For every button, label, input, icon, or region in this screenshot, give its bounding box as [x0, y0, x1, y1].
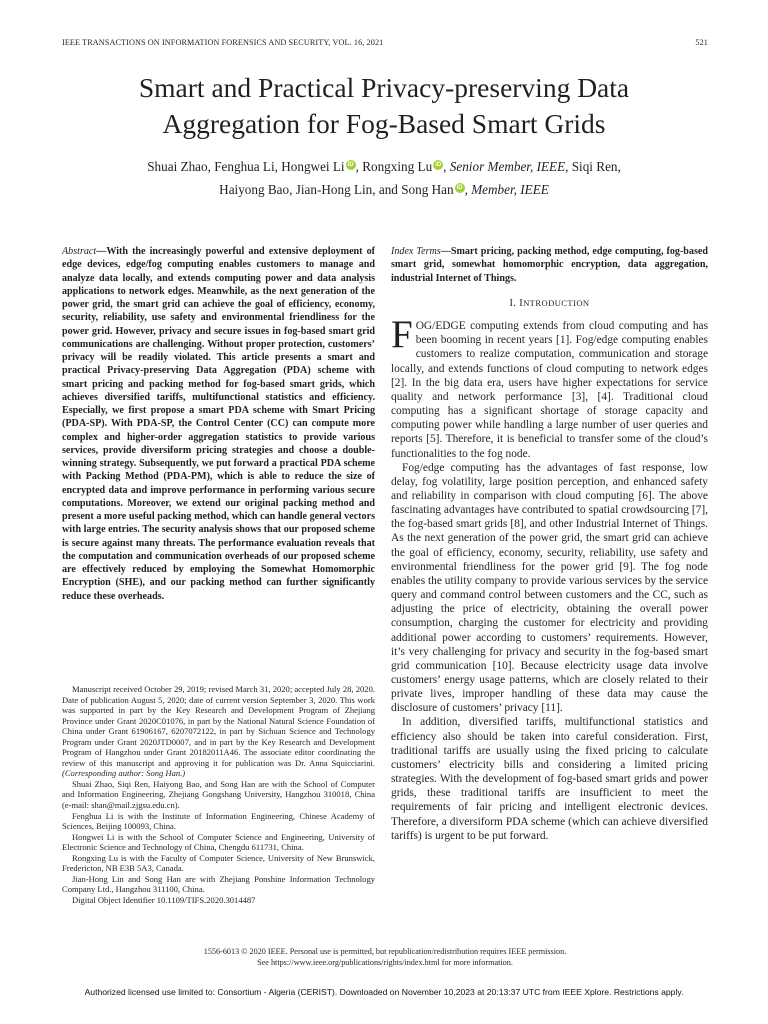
title-line-2: Aggregation for Fog-Based Smart Grids	[162, 108, 606, 139]
section-numeral: I.	[509, 297, 520, 309]
abstract-label: Abstract	[62, 246, 97, 257]
author-list	[60, 155, 708, 201]
introduction-body	[391, 313, 708, 843]
index-terms-label: Index Terms	[391, 246, 441, 257]
left-column	[62, 245, 375, 603]
abstract	[62, 245, 375, 603]
corresponding-author: (Corresponding author: Song Han.)	[62, 768, 186, 779]
orcid-icon[interactable]: iD	[435, 162, 442, 168]
intro-paragraph-text: OG/EDGE computing extends from cloud computing and has been booming in recent years [1]. Fog/edge computing enables customers to realize computation, communication and storage locally, and extends functions of cloud computing to network edges [2]. In the big data era, users have higher expectations for service quality and network performance [3], [4]. Traditional cloud computing has a significant shortage of storage capacity and computing power while handling a large number of user queries and reports [5]. Therefore, it is beneficial to transfer some of the cloud’s functionalities to the fog node.	[391, 320, 708, 460]
page-number: 521	[695, 38, 708, 47]
drop-cap: F	[391, 313, 413, 357]
author-line-2	[60, 178, 708, 201]
author-names-b: , Rongxing Lu	[355, 159, 433, 174]
orcid-icon[interactable]: iD	[347, 162, 354, 168]
index-terms	[391, 245, 708, 285]
author-membership: Senior Member, IEEE	[449, 159, 566, 174]
section-heading-initial: I	[519, 297, 524, 309]
author-names-c: , Siqi Ren,	[565, 159, 621, 174]
abstract-text: —With the increasingly powerful and extensive deployment of edge devices, edge/fog computing enables customers to manage and analyze data locally, and extends computing power and data analysis applications to network edges. Meanwhile, as the next generation of the power grid, the smart grid can achieve the goal of efficiency, economy, security, reliability, use safety and environmental friendliness for the power grid. However, privacy and secure issues in fog-based smart grid communications are challenging. Without proper protection, customers’ privacy will be readily violated. This article presents a smart and practical Privacy-preserving Data Aggregation (PDA) scheme with smart pricing and packing method for fog-based smart grids, which achieves diversified tariffs, multifunctional statistics and efficiency. Especially, we first propose a smart PDA scheme with Smart Pricing (PDA-SP). With PDA-SP, the Control Center (CC) can compute more complex and higher-order aggregation statistics to provide various services, provide diversiform pricing strategies and choose a double-winning strategy. Subsequently, we put forward a practical PDA scheme with Packing Method (PDA-PM), which is able to reduce the size of encrypted data and improve performance in performing various secure computations. Moreover, we extend our original packing method and present a more useful packing method, which can handle general vectors with large entries. The security analysis shows that our proposed scheme is secure against many threats. The performance evaluation reveals that the computation and communication overheads of our proposed scheme are effectively reduced by employing the Somewhat Homomorphic Encryption (SHE), and our packing method can further significantly reduce these overheads.	[62, 246, 375, 602]
author-sep: ,	[443, 159, 450, 174]
copyright-line-2: See https://www.ieee.org/publications/rights/index.html for more information.	[257, 958, 513, 967]
author-sep: ,	[464, 182, 472, 197]
footnote-affiliation: Rongxing Lu is with the Faculty of Computer Science, University of New Brunswick, Fredericton, NB E3B 5A3, Canada.	[62, 852, 375, 874]
author-line-1	[60, 155, 708, 178]
copyright-notice	[62, 946, 708, 968]
copyright-line-1: 1556-6013 © 2020 IEEE. Personal use is permitted, but republication/redistribution requires IEEE permission.	[203, 947, 567, 956]
license-banner: Authorized licensed use limited to: Consortium - Algeria (CERIST). Downloaded on November 10,2023 at 20:13:37 UTC from IEEE Xplore. Restrictions apply.	[84, 987, 684, 997]
index-terms-text: —Smart pricing, packing method, edge computing, fog-based smart grid, somewhat homomorphic encryption, data aggregation, industrial Internet of Things.	[391, 246, 708, 284]
journal-name: IEEE TRANSACTIONS ON INFORMATION FORENSICS AND SECURITY, VOL. 16, 2021	[62, 38, 384, 47]
intro-paragraph: In addition, diversified tariffs, multifunctional statistics and efficiency also should be taken into careful consideration. First, traditional tariffs are usually using the fixed pricing to calculate customers’ electricity bills and considering a limited pricing strategies. With the development of fog-based smart grids and power grids, these traditional tariffs are insufficient to meet the requirements of fair pricing and intelligent electronic devices. Therefore, a diversiform PDA scheme (which can achieve diversified tariffs) is urgent to be put forward.	[391, 716, 708, 842]
author-names-d: Haiyong Bao, Jian-Hong Lin, and Song Han	[219, 182, 454, 197]
author-membership: Member, IEEE	[471, 182, 549, 197]
footnote-received-text: Manuscript received October 29, 2019; revised March 31, 2020; accepted July 28, 2020. Date of publication August 5, 2020; date of current version September 3, 2020. This work was supported in part by the Key Research and Development Program of Zhejiang Province under Grant 2020C01076, in part by the National Natural Science Foundation of China under Grant 61906167, 6207072122, in part by Sichuan Science and Technology Program under Grant 2020JTD0007, and in part by the Key Research and Development Program of Hangzhou under Grant 20182011A46. The associate editor coordinating the review of this manuscript and approving it for publication was Dr. Anna Squicciarini.	[62, 684, 375, 768]
manuscript-footnote	[62, 684, 375, 905]
section-heading-rest: NTRODUCTION	[523, 297, 590, 308]
footnote-affiliation: Hongwei Li is with the School of Computer Science and Engineering, University of Electronic Science and Technology of China, Chengdu 611731, China.	[62, 831, 375, 853]
intro-paragraph	[391, 313, 708, 461]
right-column	[391, 245, 708, 843]
title-line-1: Smart and Practical Privacy-preserving Data	[138, 72, 630, 103]
paper-title	[60, 70, 708, 142]
footnote-affiliation: Fenghua Li is with the Institute of Information Engineering, Chinese Academy of Sciences, Beijing 100093, China.	[62, 810, 375, 832]
doi: Digital Object Identifier 10.1109/TIFS.2020.3014487	[72, 894, 256, 905]
intro-paragraph: Fog/edge computing has the advantages of fast response, low delay, fog volatility, large position perception, and enhanced safety and reliability in comparison with cloud computing [6]. The above fascinating advantages have contributed to spatial crowdsourcing [7], the fog-based smart grids [8], and other Industrial Internet of Things. As the next generation of the power grid, the smart grid can achieve the goal of efficiency, economy, security, reliability, use safety and environmental friendliness for the power grid [9]. The fog node enables the utility company to provide various services by the service query and command control between customers and the CC, such as adjusting the price of electricity, obtaining the overall power consumption, charging the customer for electricity and providing additional power according to customers’ requirements. However, it’s very challenging for privacy and security in the fog-based smart grid communication [10]. Because electricity usage data involve customers’ energy usage patterns, which are closely related to their private lives, improper handling of these data may cause the disclosure of customers’ privacy [11].	[391, 461, 708, 715]
footnote-affiliation: Shuai Zhao, Siqi Ren, Haiyong Bao, and Song Han are with the School of Computer and Information Engineering, Zhejiang Gongshang University, Hangzhou 310018, China (e-mail: shan@mail.zjgsu.edu.cn).	[62, 778, 375, 811]
footnote-received	[62, 684, 375, 779]
orcid-icon[interactable]: iD	[456, 185, 463, 191]
footnote-affiliation: Jian-Hong Lin and Song Han are with Zhejiang Ponshine Information Technology Company Ltd., Hangzhou 311100, China.	[62, 873, 375, 895]
author-names-a: Shuai Zhao, Fenghua Li, Hongwei Li	[147, 159, 345, 174]
running-header	[62, 38, 708, 50]
section-heading-introduction	[391, 297, 708, 310]
